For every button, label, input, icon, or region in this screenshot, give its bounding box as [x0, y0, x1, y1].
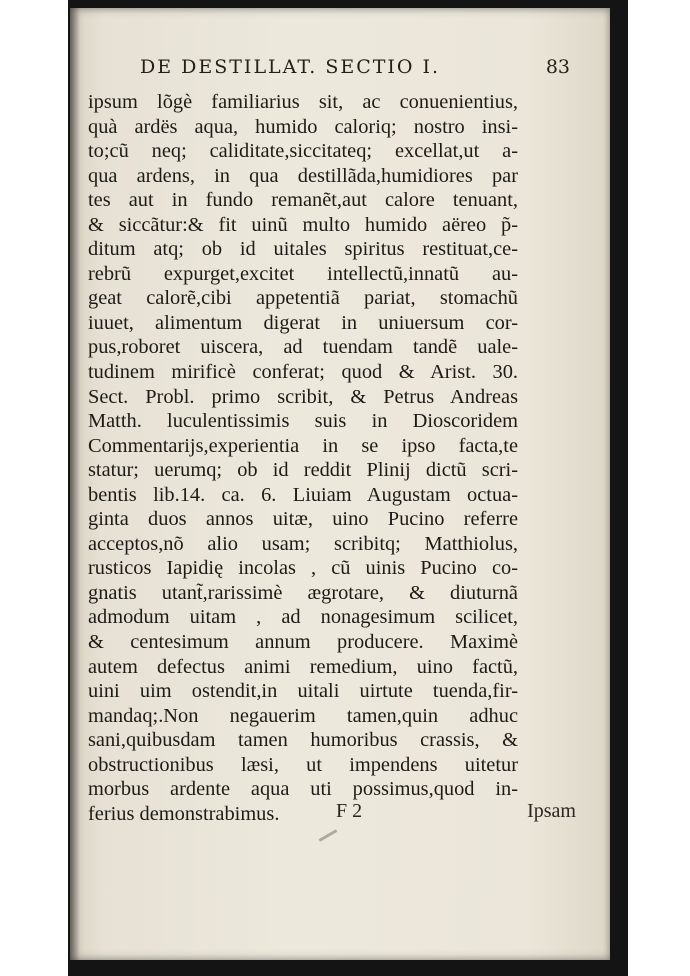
- text-line: morbus ardente aqua uti possimus,quod in-: [88, 778, 518, 801]
- text-line: Commentarijs,experientia in se ipso facta,te: [88, 434, 518, 457]
- text-line: pus,roboret uiscera, ad tuendam tandẽ uale-: [88, 336, 518, 359]
- text-line: quà ardës aqua, humido caloriq; nostro insi-: [88, 115, 518, 138]
- text-line: qua ardens, in qua destillãda,humidiores par: [88, 164, 518, 187]
- paper-smudge: [319, 829, 338, 842]
- body-text: [88, 90, 518, 826]
- text-line: tes aut in fundo remanẽt,aut calore tenuant,: [88, 189, 518, 212]
- text-line: uini uim ostendit,in uitali uirtute tuenda,fir-: [88, 680, 518, 703]
- page-spine-shadow: [70, 8, 80, 960]
- text-line: Sect. Probl. primo scribit, & Petrus Andreas: [88, 385, 518, 408]
- text-line: ginta duos annos uitæ, uino Pucino referre: [88, 508, 518, 531]
- text-line: geat calorẽ,cibi appetentiã pariat, stomachũ: [88, 287, 518, 310]
- text-line: bentis lib.14. ca. 6. Liuiam Augustam octua-: [88, 483, 518, 506]
- text-line: ipsum lõgè familiarius sit, ac conuenientius,: [88, 91, 518, 113]
- text-line: obstructionibus læsi, ut impendens uitetur: [88, 753, 518, 776]
- text-line: sani,quibusdam tamen humoribus crassis, &: [88, 729, 518, 752]
- text-line: Matth. luculentissimis suis in Dioscoridem: [88, 410, 518, 433]
- book-page: [70, 8, 610, 960]
- text-line: rusticos Iapidię incolas , cũ uinis Pucino co-: [88, 557, 518, 580]
- text-line: mandaq;.Non negauerim tamen,quin adhuc: [88, 704, 518, 727]
- page-number: 83: [545, 56, 570, 78]
- catchword: Ipsam: [527, 800, 576, 822]
- text-line: iuuet, alimentum digerat in uniuersum cor-: [88, 311, 518, 334]
- text-line: & centesimum annum producere. Maximè: [88, 631, 518, 654]
- text-line: & siccãtur:& fit uinũ multo humido aëreo p̃-: [88, 213, 518, 236]
- text-line: autem defectus animi remedium, uino factũ,: [88, 655, 518, 678]
- text-line: tudinem mirificè conferat; quod & Arist. 30.: [88, 361, 518, 384]
- text-line: ditum atq; ob id uitales spiritus restituat,ce-: [88, 238, 518, 261]
- text-line: ferius demonstrabimus.: [88, 802, 280, 825]
- text-line: admodum uitam , ad nonagesimum scilicet,: [88, 606, 518, 629]
- text-line: statur; uerumq; ob id reddit Plinij dictũ scri-: [88, 459, 518, 482]
- text-line: gnatis utant̃,rarissimè ægrotare, & diuturnã: [88, 581, 518, 604]
- signature-mark: F 2: [336, 800, 363, 822]
- text-line: rebrũ expurget,excitet intellectũ,innatũ au-: [88, 262, 518, 285]
- running-head-title: DE DESTILLAT. SECTIO I.: [140, 56, 441, 78]
- text-line: acceptos,nõ alio usam; scribitq; Matthiolus,: [88, 532, 518, 555]
- running-head: [140, 56, 570, 78]
- text-line: to;cũ neq; caliditate,siccitateq; excellat,ut a-: [88, 140, 518, 163]
